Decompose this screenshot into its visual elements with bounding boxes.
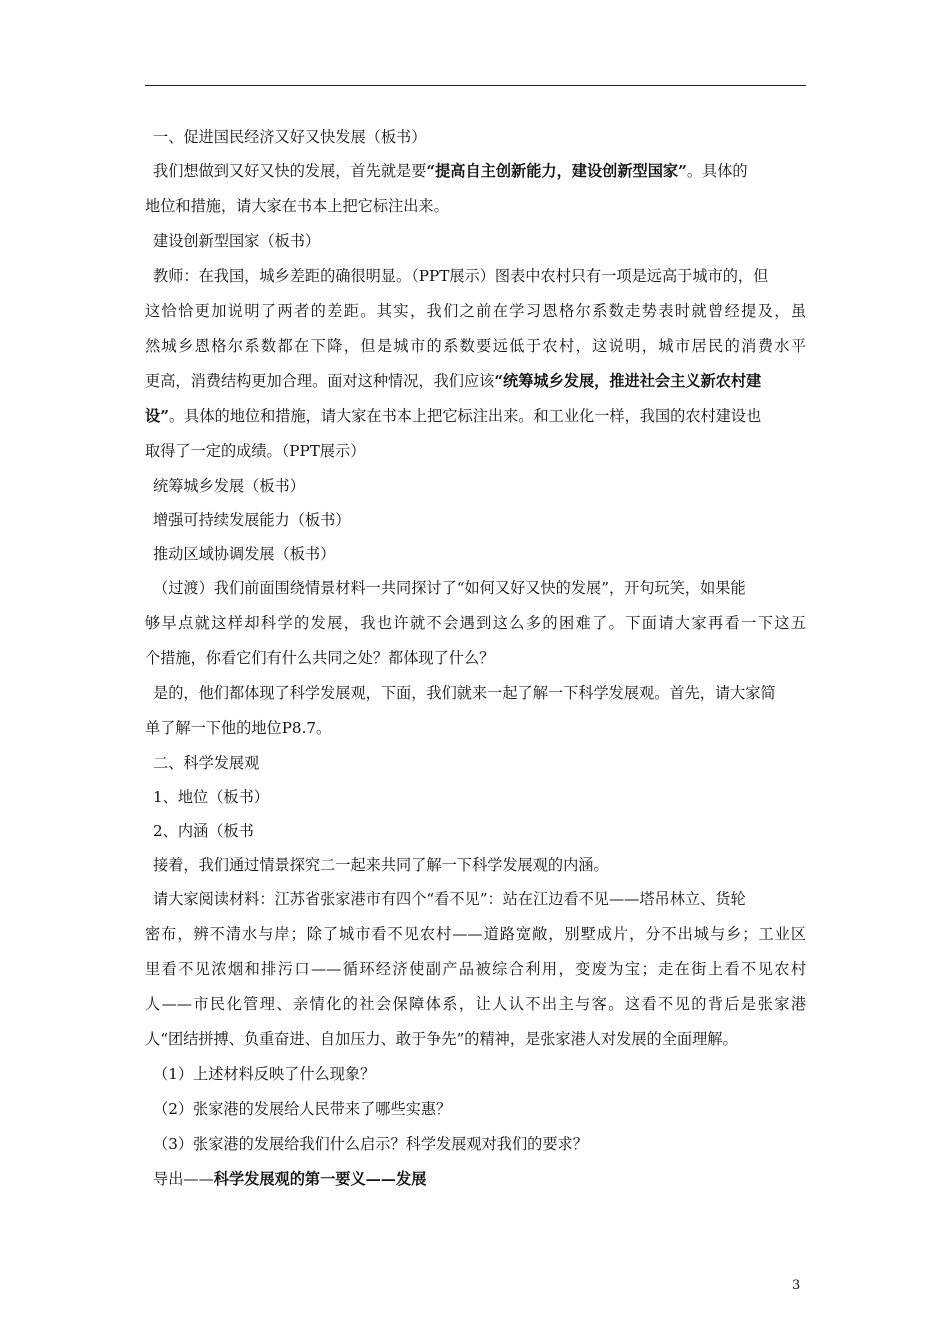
paragraph-line: 密布，辨不清水与岸；除了城市看不见农村——道路宽敞，别墅成片，分不出城与乡；工业区: [145, 925, 806, 943]
paragraph-line: 这恰恰更加说明了两者的差距。其实，我们之前在学习恩格尔系数走势表时就曾经提及，虽: [145, 302, 806, 320]
header-rule: [145, 85, 806, 86]
subsection-heading: 1、地位（板书）: [153, 788, 269, 806]
paragraph-line: 我们想做到又好又快的发展，首先就是要“提高自主创新能力，建设创新型国家”。具体的: [153, 162, 748, 180]
board-note: 统筹城乡发展（板书）: [153, 477, 305, 495]
subsection-heading: 2、内涵（板书: [153, 822, 254, 840]
paragraph-line: 个措施，你看它们有什么共同之处？都体现了什么？: [145, 649, 495, 667]
paragraph-line: 设”。具体的地位和措施，请大家在书本上把它标注出来。和工业化一样，我国的农村建设也: [145, 407, 762, 425]
paragraph-line: 人——市民化管理、亲情化的社会保障体系，让人认不出主与客。这看不见的背后是张家港: [145, 995, 806, 1013]
paragraph-line: 够早点就这样却科学的发展，我也许就不会遇到这么多的困难了。下面请大家再看一下这五: [145, 614, 806, 632]
paragraph-line: 人“团结拼搏、负重奋进、自加压力、敢于争先”的精神，是张家港人对发展的全面理解。: [145, 1030, 738, 1048]
paragraph-line: 然城乡恩格尔系数都在下降，但是城市的系数要远低于农村，这说明，城市居民的消费水平: [145, 337, 806, 355]
board-note: 增强可持续发展能力（板书）: [153, 511, 351, 529]
paragraph-line: 接着，我们通过情景探究二一起来共同了解一下科学发展观的内涵。: [153, 856, 609, 874]
board-note: 建设创新型国家（板书）: [153, 232, 321, 250]
paragraph-line: 取得了一定的成绩。（PPT展示）: [145, 442, 366, 460]
paragraph-line: 是的，他们都体现了科学发展观，下面，我们就来一起了解一下科学发展观。首先，请大家简: [153, 684, 776, 702]
board-note: 推动区域协调发展（板书）: [153, 545, 336, 563]
paragraph-line: 更高，消费结构更加合理。面对这种情况，我们应该“统筹城乡发展，推进社会主义新农村建: [145, 372, 762, 390]
page-number: 3: [792, 1278, 801, 1293]
paragraph-line: 单了解一下他的地位P8.7。: [145, 719, 332, 737]
section-heading-1: 一、促进国民经济又好又快发展（板书）: [153, 128, 427, 146]
paragraph-line: 请大家阅读材料：江苏省张家港市有四个“看不见”：站在江边看不见——塔吊林立、货轮: [153, 890, 746, 908]
question-item: （3）张家港的发展给我们什么启示？科学发展观对我们的要求？: [153, 1135, 588, 1153]
question-item: （1）上述材料反映了什么现象？: [153, 1065, 376, 1083]
section-heading-2: 二、科学发展观: [153, 754, 260, 772]
paragraph-line: 地位和措施，请大家在书本上把它标注出来。: [145, 197, 449, 215]
conclusion-line: 导出——科学发展观的第一要义——发展: [153, 1170, 427, 1188]
paragraph-line: 里看不见浓烟和排污口——循环经济使副产品被综合利用，变废为宝；走在街上看不见农村: [145, 960, 806, 978]
question-item: （2）张家港的发展给人民带来了哪些实惠？: [153, 1100, 452, 1118]
paragraph-line: （过渡）我们前面围绕情景材料一共同探讨了“如何又好又快的发展”，开句玩笑，如果能: [153, 579, 746, 597]
paragraph-line: 教师：在我国，城乡差距的确很明显。（PPT展示）图表中农村只有一项是远高于城市的，但: [153, 267, 769, 285]
